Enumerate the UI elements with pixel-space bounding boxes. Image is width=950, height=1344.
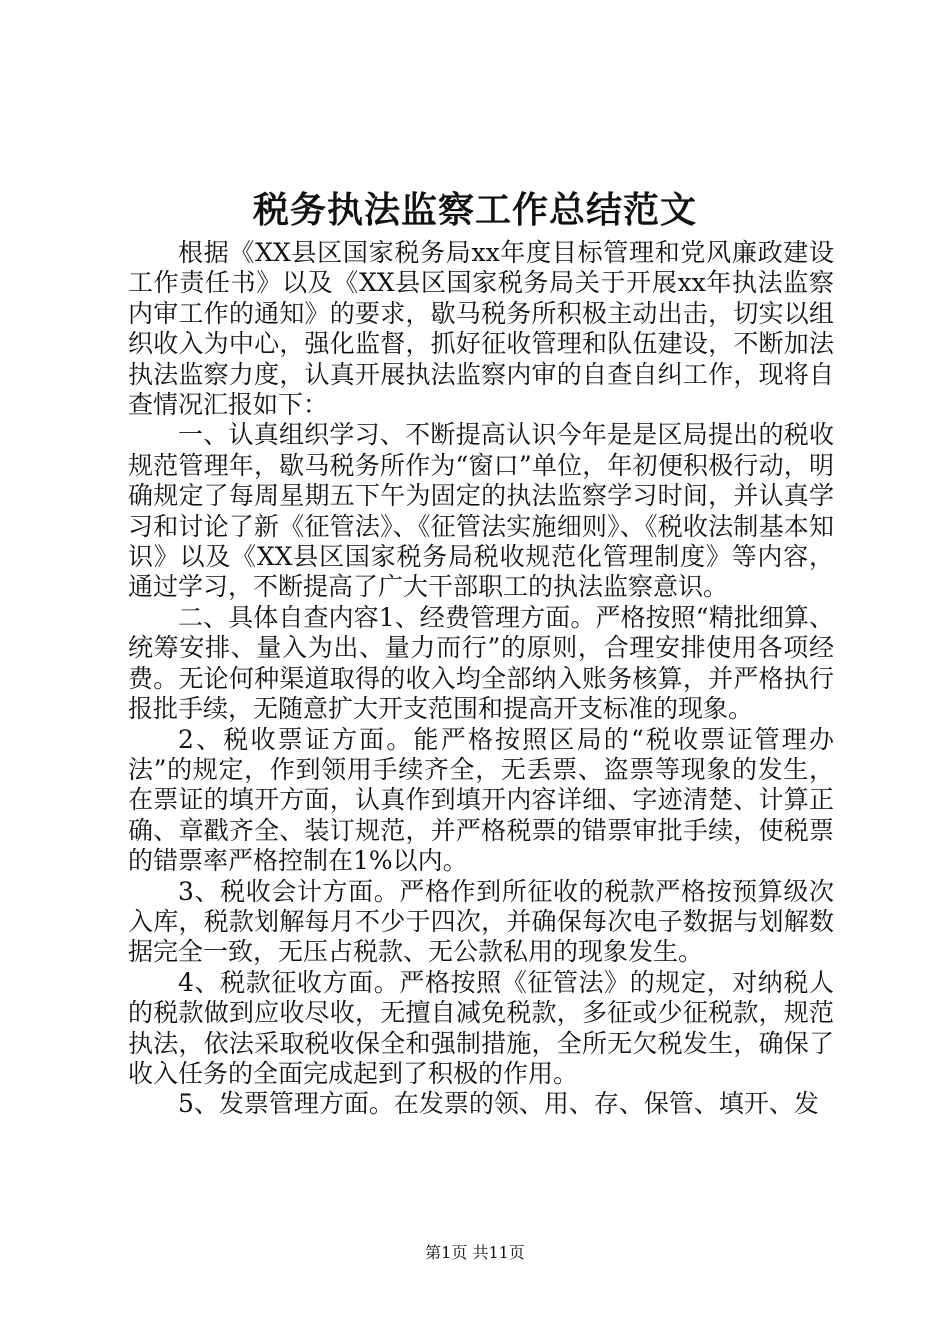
paragraph-tax-collection: 4、税款征收方面。严格按照《征管法》的规定，对纳税人的税款做到应收尽收，无擅自减免税款，多征或少征税款，规范执法，依法采取税收保全和强制措施，全所无欠税发生，确保了收入任务的全面完成起到了积极的作用。 bbox=[128, 967, 834, 1088]
paragraph-intro: 根据《XX县区国家税务局xx年度目标管理和党风廉政建设工作责任书》以及《XX县区国家税务局关于开展xx年执法监察内审工作的通知》的要求，歇马税务所积极主动出击，切实以组织收入为中心，强化监督，抓好征收管理和队伍建设，不断加法执法监察力度，认真开展执法监察内审的自查自纠工作，现将自查情况汇报如下： bbox=[128, 238, 834, 420]
document-body bbox=[128, 238, 834, 1120]
document-title: 税务执法监察工作总结范文 bbox=[252, 189, 697, 231]
paragraph-tax-accounting: 3、税收会计方面。严格作到所征收的税款严格按预算级次入库，税款划解每月不少于四次，并确保每次电子数据与划解数据完全一致，无压占税款、无公款私用的现象发生。 bbox=[128, 876, 834, 967]
paragraph-tax-vouchers: 2、税收票证方面。能严格按照区局的“税收票证管理办法”的规定，作到领用手续齐全，无丢票、盗票等现象的发生，在票证的填开方面，认真作到填开内容详细、字迹清楚、计算正确、章戳齐全、装订规范，并严格税票的错票审批手续，使税票的错票率严格控制在1%以内。 bbox=[128, 724, 834, 876]
paragraph-section-1: 一、认真组织学习、不断提高认识今年是是区局提出的税收规范管理年，歇马税务所作为“窗口”单位，年初便积极行动，明确规定了每周星期五下午为固定的执法监察学习时间，并认真学习和讨论了新《征管法》、《征管法实施细则》、《税收法制基本知识》以及《XX县区国家税务局税收规范化管理制度》等内容，通过学习，不断提高了广大干部职工的执法监察意识。 bbox=[128, 420, 834, 602]
paragraph-invoice-management: 5、发票管理方面。在发票的领、用、存、保管、填开、发 bbox=[178, 1089, 819, 1119]
paragraph-section-2-funds: 二、具体自查内容1、经费管理方面。严格按照“精批细算、统筹安排、量入为出、量力而行”的原则，合理安排使用各项经费。无论何种渠道取得的收入均全部纳入账务核算，并严格执行报批手续，无随意扩大开支范围和提高开支标准的现象。 bbox=[128, 602, 834, 724]
page-footer: 第1页 共11页 bbox=[425, 1243, 525, 1262]
